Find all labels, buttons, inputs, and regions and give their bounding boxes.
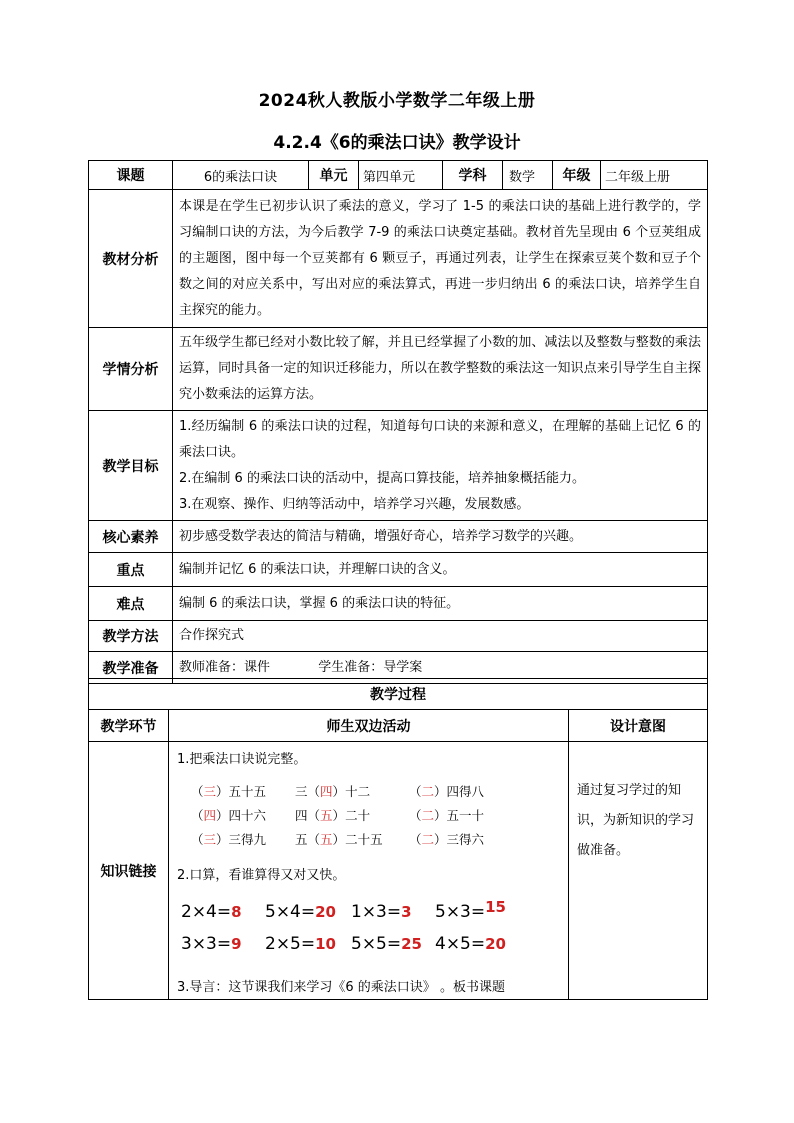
calc-answer: 8 [231, 903, 242, 921]
recitation-answer: 四 [203, 808, 217, 823]
row-label: 重点 [89, 553, 173, 587]
item-1: 1.把乘法口诀说完整。 [177, 752, 307, 767]
doc-title-line1: 2024秋人教版小学数学二年级上册 [258, 91, 536, 111]
info-table [88, 160, 708, 684]
row-text: 编制并记忆 6 的乘法口诀，并理解口诀的含义。 [173, 553, 708, 587]
student-prep: 学生准备：导学案 [318, 659, 423, 675]
recitation-answer: 五 [320, 832, 333, 847]
recitation-answer: 二 [421, 832, 435, 847]
recitation-answer: 四 [320, 784, 333, 799]
calc-answer: 20 [485, 935, 506, 953]
row-text: 初步感受数学表达的简洁与精确，增强好奇心，培养学习数学的兴趣。 [173, 521, 708, 553]
item-3: 3.导言：这节课我们来学习《6 的乘法口诀》 。板书课题 [177, 980, 505, 995]
unit-label: 单元 [309, 161, 359, 190]
recitation-answer: 二 [421, 784, 435, 799]
row-text [173, 411, 708, 521]
process-table [88, 678, 708, 1000]
row-label: 教学目标 [89, 411, 173, 521]
subject-value: 数学 [503, 161, 553, 190]
subject-label: 学科 [443, 161, 503, 190]
unit-value: 第四单元 [359, 161, 443, 190]
doc-title-line2: 4.2.4《6的乘法口诀》教学设计 [273, 133, 521, 153]
calc-answer: 3 [401, 903, 412, 921]
activity-cell: 1.把乘法口诀说完整。 （三）五十五 三（四）十二 （二）四得八 （四）四十六 四（五）二十 （二）五一十 （三）三得九 五（五）二十五 （二）三得六 2.口算，看谁算得又对又快。 2×4=8 5×4=20 1×3=3 5×3=15 3×3=9 2×5=10 5×5=25 4×5=20 3.导言：这节课我们来学习《6 的乘法口诀》 。板书课题 [169, 742, 569, 1000]
item-2: 2.口算，看谁算得又对又快。 [177, 868, 346, 883]
topic-value: 6的乘法口诀 [173, 161, 309, 190]
goal-line: 1.经历编制 6 的乘法口诀的过程，知道每句口诀的来源和意义，在理解的基础上记忆 6 的乘法口诀。 [179, 418, 701, 460]
row-difficulty [89, 587, 708, 621]
stage-label: 知识链接 [89, 742, 169, 1000]
row-text: 本课是在学生已初步认识了乘法的意义，学习了 1-5 的乘法口诀的基础上进行教学的，学习编制口诀的方法，为今后教学 7-9 的乘法口诀奠定基础。教材首先呈现由 6 个豆荚组成的主题图，图中每一个豆荚都有 6 颗豆子，再通过列表，让学生在探索豆荚个数和豆子个数之间的对应关系中，写出对应的乘法算式，再进一步归纳出 6 的乘法口诀，培养学生自主探究的能力。 [173, 190, 708, 328]
row-core-literacy [89, 521, 708, 553]
row-key-point [89, 553, 708, 587]
recitation-answer: 三 [203, 832, 217, 847]
teacher-prep: 教师准备：课件 [179, 659, 271, 675]
calc-answer: 15 [485, 898, 506, 916]
row-label: 核心素养 [89, 521, 173, 553]
recitation-answer: 二 [421, 808, 435, 823]
row-teaching-method [89, 621, 708, 652]
process-heading: 教学过程 [89, 679, 708, 710]
calc-answer: 10 [315, 935, 336, 953]
calc-answer: 25 [401, 935, 422, 953]
grade-value: 二年级上册 [601, 161, 708, 190]
design-text: 通过复习学过的知识，为新知识的学习做准备。 [577, 783, 695, 858]
row-label: 教学方法 [89, 621, 173, 652]
col-stage-header: 教学环节 [89, 710, 169, 742]
row-text: 编制 6 的乘法口诀，掌握 6 的乘法口诀的特征。 [173, 587, 708, 621]
recitation-answer: 五 [320, 808, 333, 823]
row-teaching-goals [89, 411, 708, 521]
goal-line: 3.在观察、操作、归纳等活动中，培养学习兴趣，发展数感。 [179, 496, 530, 512]
row-label: 教学准备 [89, 652, 173, 684]
row-student-analysis [89, 328, 708, 411]
row-label: 难点 [89, 587, 173, 621]
col-design-header: 设计意图 [569, 710, 708, 742]
topic-label: 课题 [89, 161, 173, 190]
calc-answer: 9 [231, 935, 242, 953]
goal-line: 2.在编制 6 的乘法口诀的活动中，提高口算技能，培养抽象概括能力。 [179, 470, 585, 486]
row-label: 教材分析 [89, 190, 173, 328]
design-intent [569, 742, 708, 1000]
row-text: 合作探究式 [173, 621, 708, 652]
row-label: 学情分析 [89, 328, 173, 411]
calc-answer: 20 [315, 903, 336, 921]
row-material-analysis [89, 190, 708, 328]
grade-label: 年级 [553, 161, 601, 190]
recitation-answer: 三 [203, 784, 217, 799]
col-activity-header: 师生双边活动 [169, 710, 569, 742]
row-text: 五年级学生都已经对小数比较了解，并且已经掌握了小数的加、减法以及整数与整数的乘法运算，同时具备一定的知识迁移能力，所以在教学整数的乘法这一知识点来引导学生自主探究小数乘法的运算方法。 [173, 328, 708, 411]
